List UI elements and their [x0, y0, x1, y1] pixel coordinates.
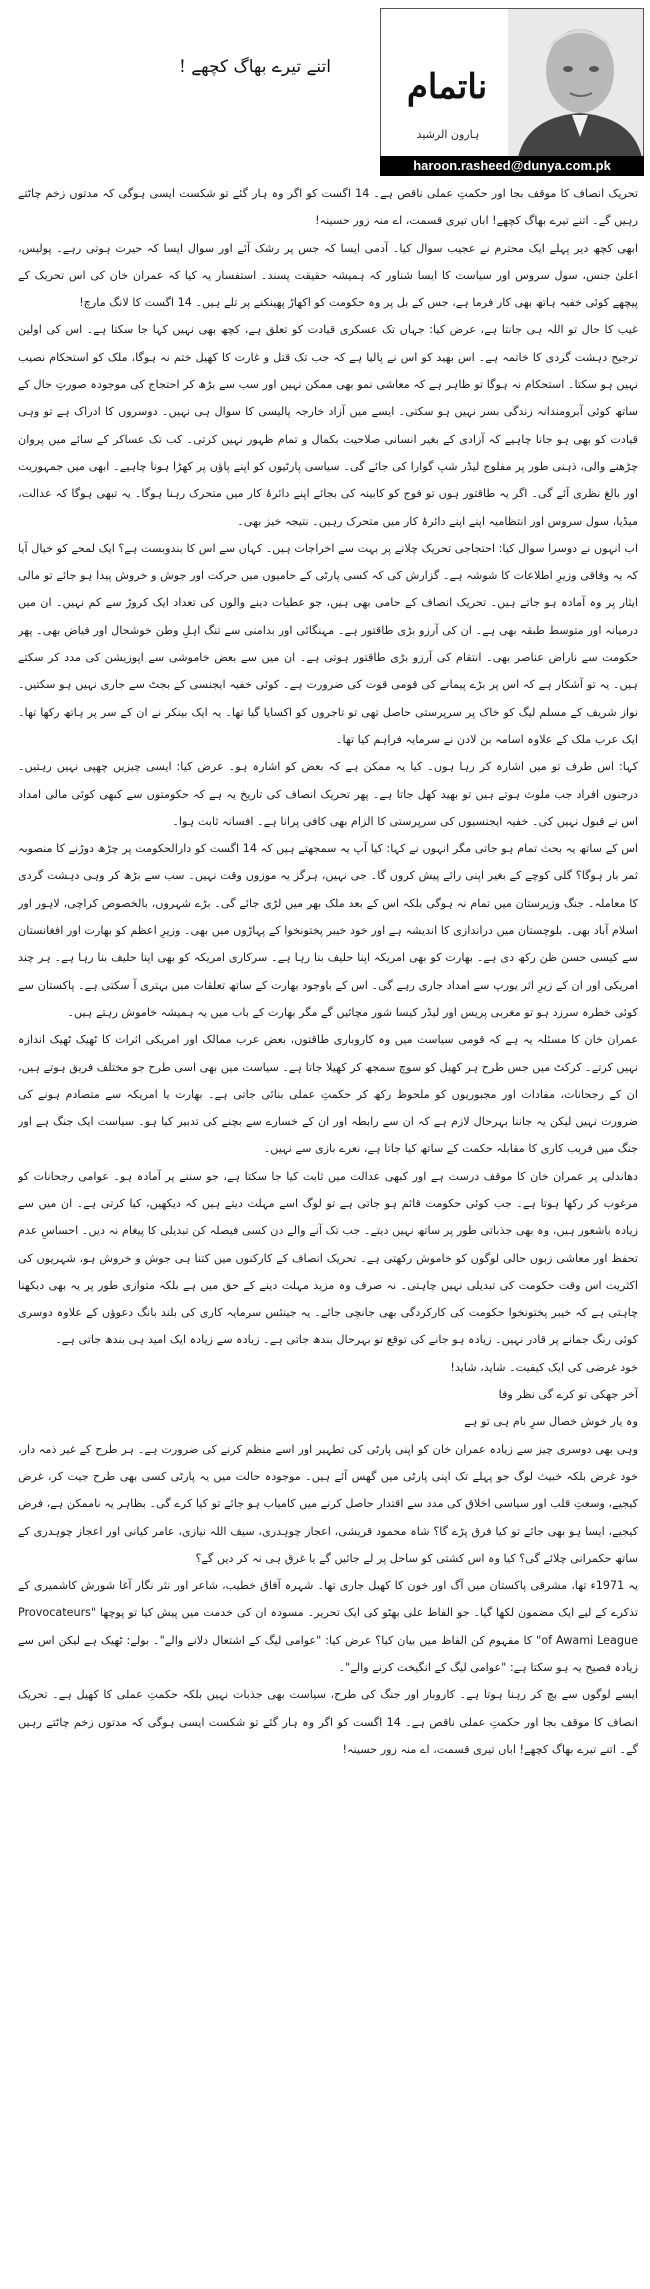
paragraph: تحریک انصاف کا موقف بجا اور حکمتِ عملی ناقص ہے۔ 14 اگست کو اگر وہ ہار گئے تو شکست ایسی ہوگی کہ مدتوں زخم چاٹتے رہیں گے۔ اتنے تیرے بھاگ کچھے! اباں تیری قسمت، اے منہ زور حسینہ!	[18, 187, 638, 228]
paragraph: غیب کا حال تو اللہ ہی جانتا ہے، عرض کیا: جہاں تک عسکری قیادت کو تعلق ہے، کچھ بھی نہیں کہا جا سکتا ہے۔ اس کی اولین ترجیح دہشت گردی کا خاتمہ ہے۔ اس بھید کو اس نے پالیا ہے کہ جب تک قتل و غارت کا کھیل ختم نہ ہوگا، ملک کو استحکام نصیب نہیں ہو سکتا۔ استحکام نہ ہوگا تو ظاہر ہے کہ معاشی نمو بھی ممکن نہیں اور سب سے بڑھ کر احتجاج کی موجودہ صورتِ حال کے ساتھ کوئی آبرومندانہ زندگی بسر نہیں ہو سکتی۔ ایسے میں آزاد خارجہ پالیسی کا سوال ہی نہیں۔ دوسروں کا ادراک ہے تو وہی قیادت کو بھی ہو جانا چاہیے کہ آزادی کے بغیر انسانی صلاحیت بکمال و تمام ظہور نہیں کرتی۔ کب تک عساکر کے سائے میں پروان چڑھنے والی، ذہنی طور پر مفلوج لیڈر شپ گوارا کی جائے گی۔ سیاسی پارٹیوں کو اپنے پاؤں پر کھڑا ہونا چاہیے۔ ابھی میں جمہوریت اور بالغ نظری آئے گی۔ اگر یہ طاقتور ہوں تو فوج کو کابینہ کی بجائے اپنے دائرۂ کار میں متحرک رہنا ہوگا۔ یہ تبھی ہوگا کہ عدالت، میڈیا، سول سروس اور انتظامیہ اپنے اپنے دائرۂ کار میں متحرک رہیں۔ نتیجہ خیز بھی۔	[18, 323, 638, 528]
paragraph: دھاندلی پر عمران خان کا موقف درست ہے اور کبھی عدالت میں ثابت کیا جا سکتا ہے، جو سننے پر آمادہ ہو۔ عوامی رجحانات کو مرغوب کر رکھا ہوتا ہے۔ جب کوئی حکومت قائم ہو جاتی ہے تو لوگ اسے مہلت دیتے ہیں کہ دیکھیں، کیا کرتی ہے۔ ان میں سے زیادہ باشعور ہیں، وہ بھی جذباتی طور پر ساتھ نہیں دیتے۔ جب تک آنے والے دن کسی فیصلہ کن تبدیلی کا پیغام نہ دیں۔ احساسِ عدم تحفظ اور معاشی زبوں حالی لوگوں کو خاموش رکھتی ہے۔ تحریک انصاف کے کارکنوں میں کتنا ہی جوش و خروش ہو، شہریوں کی اکثریت اس وقت حکومت کی تبدیلی نہیں چاہتی۔ نہ صرف وہ مزید مہلت دینے کے حق میں ہے بلکہ متوازی طور پر یہ بھی دیکھنا چاہتی ہے کہ خیبر پختونخوا حکومت کی کارکردگی بھی جانچی جائے۔ یہ جینئس سرمایہ کاری کی بلند بانگ دعوؤں کے علاوہ دوسری کوئی رنگ جمانے پر قادر نہیں۔ زیادہ ہو جانے کی توقع تو بہرحال بندھ جاتی ہے۔ زیادہ سے زیادہ ایک امید ہی بندھ جاتی ہے۔	[18, 1169, 638, 1347]
paragraph: عمران خان کا مسئلہ یہ ہے کہ قومی سیاست میں وہ کاروباری طاقتوں، بعض عرب ممالک اور امریکی اثرات کا ٹھیک ٹھیک اندازہ نہیں کرتے۔ کرکٹ میں جس طرح ہر کھیل کو سوچ سمجھ کر کھیلا جاتا ہے۔ سیاست میں بھی اسی طرح جو مختلف فریق ہوتے ہیں، ان کے رجحانات، مفادات اور مجبوریوں کو ملحوظ رکھ کر حکمتِ عملی بنائی جاتی ہے۔ بھارت یا امریکہ سے متصادم ہونے کی ضرورت نہیں لیکن یہ جاننا بہرحال لازم ہے کہ ان سے رابطہ اور ان کے خسارے سے بچنے کی تدبیر کیا ہو۔ سیاست ایک جنگ ہے اور جنگ میں فریب کاری کا مقابلہ حکمت کے ساتھ کیا جاتا ہے، نعرے بازی سے نہیں۔	[18, 1033, 638, 1156]
paragraph: وہی بھی دوسری چیز سے زیادہ عمران خان کو اپنی پارٹی کی تطہیر اور اسے منظم کرنے کی ضرورت ہے۔ ہر طرح کے غیر ذمہ دار، خود غرض بلکہ خبیث لوگ جو پہلے تک اپنی پارٹی میں گھس آئے ہیں۔ موجودہ حالت میں یہ پارٹی کسی بھی طرح جیت کر، غرض کیجیے، وسعتِ قلب اور سیاسی اخلاق کی مدد سے اقتدار حاصل کرنے میں کامیاب ہو جائے تو کیا کرے گی۔ بظاہر یہ ناممکن ہے، فرض کیجیے، ایسا ہو بھی جائے تو کیا فرق پڑے گا؟ شاہ محمود قریشی، اعجاز چوہدری، سیف اللہ نیازی، عامر کیانی اور اعجاز چوہدری کے ساتھ حکمرانی چلائے گی؟ کیا وہ اس کشتی کو ساحل پر لے جائیں گے یا غرق ہی نہ کر دیں گے؟	[18, 1442, 638, 1565]
author-name: ہارون الرشید	[416, 128, 480, 141]
paragraph: کہا: اس طرف تو میں اشارہ کر رہا ہوں۔ کیا یہ ممکن ہے کہ بعض کو اشارہ ہو۔ عرض کیا: ایسی چیزیں چھپی نہیں رہتیں۔ درجنوں افراد جب ملوث ہوتے ہیں تو بھید کھل جاتا ہے۔ پھر تحریک انصاف کی تاریخ یہ ہے کہ حکومتوں سے کبھی کوئی مالی امداد اس نے قبول نہیں کی۔ خفیہ ایجنسیوں کی سرپرستی کا الزام بھی کافی پرانا ہے۔ افسانہ ثابت ہوا۔	[18, 760, 638, 828]
paragraph: خود غرضی کی ایک کیفیت۔ شاید، شاید!	[450, 1360, 638, 1374]
article-body	[18, 180, 638, 2280]
paragraph: یہ 1971ء تھا، مشرقی پاکستان میں آگ اور خون کا کھیل جاری تھا۔ شہرہ آفاق خطیب، شاعر اور نثر نگار آغا شورش کاشمیری کے تذکرے کے لیے ایک مضمون لکھا گیا۔ جو الفاظ علی بھٹو کی ایک تحریر۔ مسودہ ان کی خدمت میں پیش کیا تو پوچھا "Provocateurs of Awami League" کا مفہوم کن الفاظ میں بیان کیا؟ عرض کیا: "عوامی لیگ کے اشتعال دلانے والے"۔ بولے: ٹھیک ہے لیکن اس سے زیادہ فصیح یہ ہو سکتا ہے: "عوامی لیگ کے انگیخت کرنے والے"۔	[18, 1579, 638, 1675]
paragraph: اس کے ساتھ یہ بحث تمام ہو جاتی مگر انہوں نے کہا: کیا آپ یہ سمجھتے ہیں کہ 14 اگست کو دارالحکومت پر چڑھ دوڑنے کا منصوبہ ثمر بار ہوگا؟ گلی کوچے کے بغیر اپنی رائے پیش کروں گا۔ جی نہیں، ہرگز یہ موزوں وقت نہیں۔ سب سے بڑھ کر وہی دہشت گردی کا معاملہ۔ جنگ وزیرستان میں تمام نہ ہوگی بلکہ اس کے بعد ملک بھر میں لڑی جائے گی۔ بڑے شہروں، بالخصوص کراچی، لاہور اور اسلام آباد بھی۔ بلوچستان میں دراندازی کا اندیشہ ہے اور خود خیبر پختونخوا کے پہاڑوں میں بھی۔ وزیرِ اعظم کو بھارت اور افغانستان سے کیسی حسن ظن رکھ دی ہے۔ بھارت کو بھی امریکہ اپنا حلیف بنا رہا ہے۔ سرکاری امریکہ کو بھی اپنا حلیف بنا رہا ہے۔ ہر چند امریکی اور ان کے زیرِ اثر یورپ سے امداد جاری رہے گی۔ اس کے باوجود بھارت کے ساتھ تعلقات میں بہتری آ سکتی ہے۔ پاکستان سے کوئی خطرہ سرزد ہو تو مغربی پریس اور لیڈر کیسا شور مچائیں گے مگر بھارت کے باب میں یہ ہمیشہ خاموش رہتے ہیں۔	[18, 842, 638, 1019]
column-header	[0, 0, 650, 178]
paragraph: اب انہوں نے دوسرا سوال کیا: احتجاجی تحریک چلانے پر بہت سے اخراجات ہیں۔ کہاں سے اس کا بندوبست ہے؟ ایک لمحے کو خیال آیا کہ یہ وفاقی وزیرِ اطلاعات کا شوشہ ہے۔ گزارش کی کہ کسی پارٹی کے حامیوں میں حرکت اور جوش و خروش پیدا ہو جائے تو مالی ایثار پر وہ آمادہ ہو جاتے ہیں۔ تحریک انصاف کے حامی بھی ہیں، جو عطیات دینے والوں کی تعداد ایک کروڑ سے کم نہیں۔ ان میں درمیانہ اور متوسط طبقہ بھی ہے۔ ان کی آرزو بڑی طاقتور ہے۔ مہنگائی اور بدامنی سے تنگ اہلِ وطن خوشحال اور فیاض بھی۔ پھر حکومت سے ناراض عناصر بھی۔ انتقام کی آرزو بڑی طاقتور ہوتی ہے۔ ان میں سے بعض خاموشی سے اپوزیشن کی مدد کر سکتے ہیں۔ یہ تو آشکار ہے کہ اس پر بڑے پیمانے کی قومی قوت کی ضرورت ہے۔ کوئی خفیہ ایجنسی کے بجٹ سے جاری نہیں ہو سکتیں۔ نواز شریف کے مسلم لیگ کو خاک پر سرپرستی حاصل تھی تو تاجروں کو اکسایا گیا تھا۔ یہ ایک بینکر نے ان کے سر پر ہاتھ رکھا تھا۔ ایک عرب ملک کے علاوہ اسامہ بن لادن نے سرمایہ فراہم کیا تھا۔	[18, 541, 638, 746]
author-email: haroon.rasheed@dunya.com.pk	[380, 156, 644, 176]
author-photo	[508, 9, 643, 157]
article-title: اتنے تیرے بھاگ کچھے !	[178, 57, 332, 77]
paragraph: ابھی کچھ دیر پہلے ایک محترم نے عجیب سوال کیا۔ آدمی ایسا کہ جس پر رشک آئے اور سوال ایسا کہ حیرت ہوتی رہے۔ پولیس، اعلیٰ جنس، سول سروس اور سیاست کا ایسا شناور کہ ہمیشہ حقیقت پسند۔ استفسار یہ کیا کہ عمران خان کی اس تحریک کے پیچھے کوئی خفیہ ہاتھ بھی کار فرما ہے، جس کے بل پر وہ حکومت کو اکھاڑ پھینکنے پر تلے ہیں۔ 14 اگست کا لانگ مارچ!	[18, 241, 638, 310]
column-logo: ناتمام	[406, 67, 488, 107]
paragraph: ایسے لوگوں سے بچ کر رہنا ہوتا ہے۔ کاروبار اور جنگ کی طرح، سیاست بھی جذبات نہیں بلکہ حکمتِ عملی کا کھیل ہے۔ تحریک انصاف کا موقف بجا اور حکمتِ عملی ناقص ہے۔ 14 اگست کو اگر وہ ہار گئے تو شکست ایسی ہوگی کہ مدتوں زخم چاٹتے رہیں گے۔ اتنے تیرے بھاگ کچھے! اباں تیری قسمت، اے منہ زور حسینہ!	[18, 1688, 638, 1756]
verse-line: وہ یار خوش خصال سرِ بام ہی تو ہے	[464, 1415, 638, 1429]
verse-line: آخر جھکی تو کرے گی نظر وفا	[498, 1388, 638, 1402]
